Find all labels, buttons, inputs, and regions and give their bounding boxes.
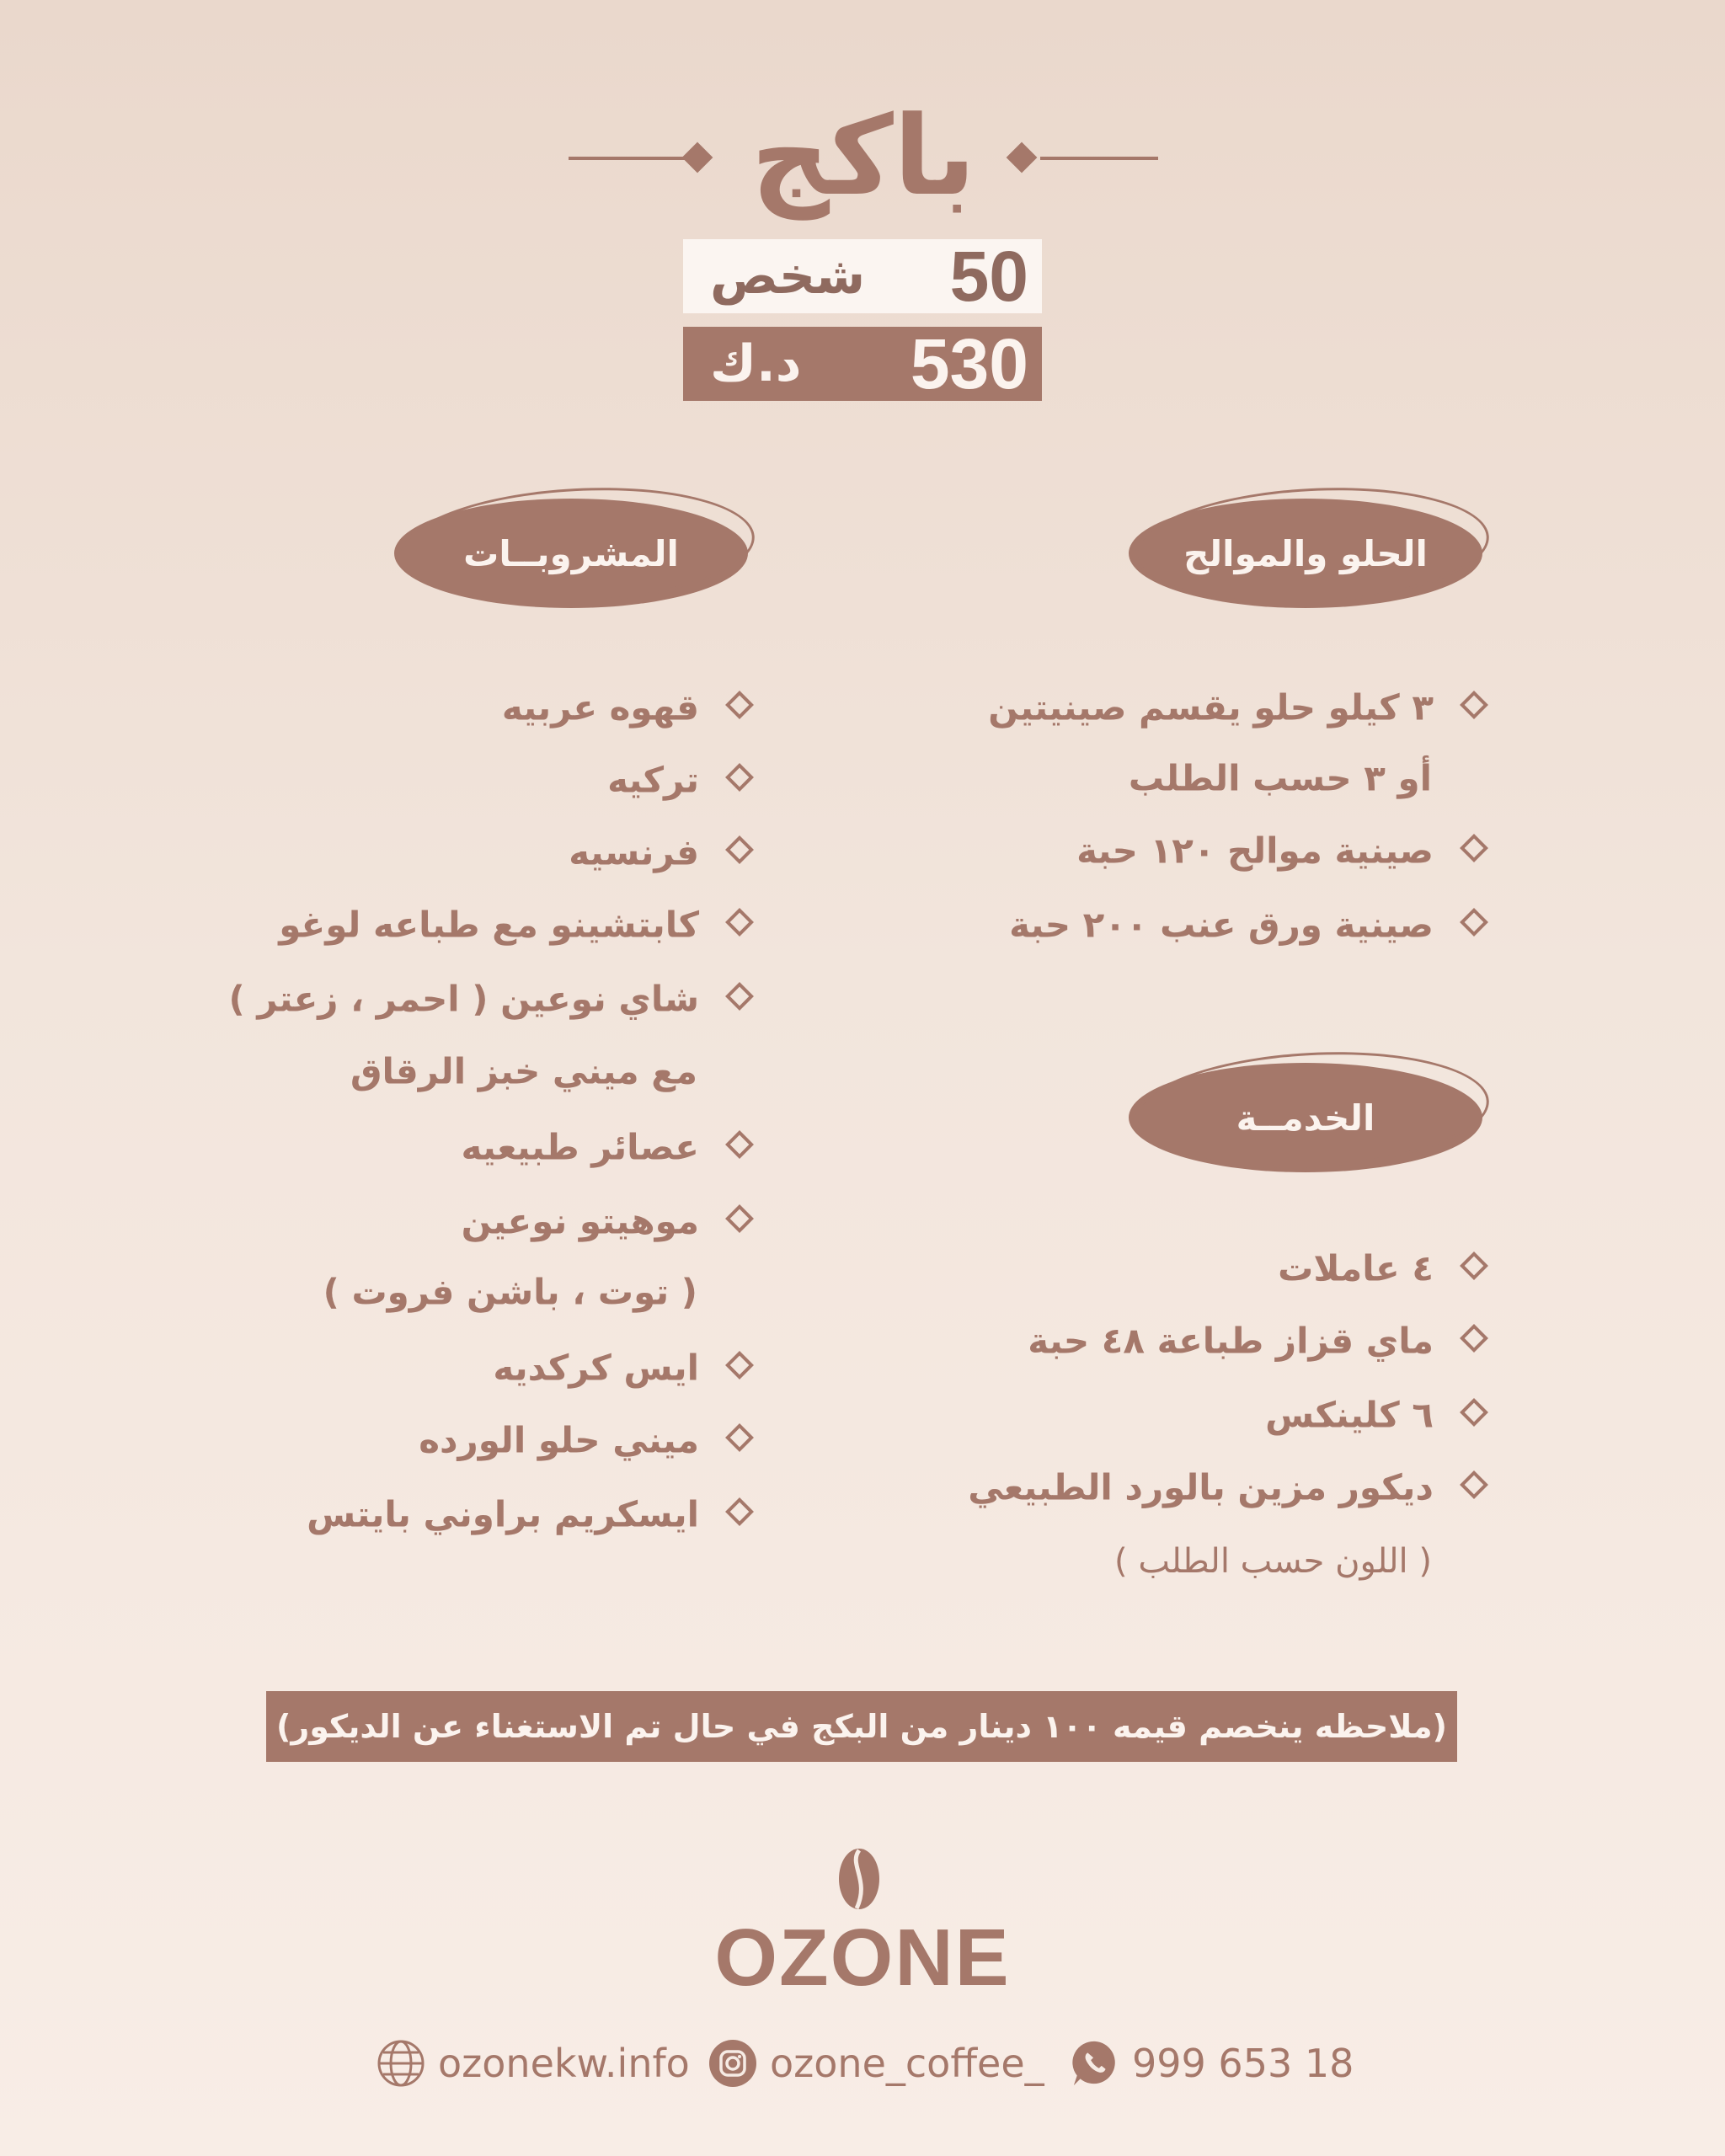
list-item: صينية ورق عنب ٢٠٠ حبة xyxy=(1009,898,1484,951)
list-item: قهوه عربيه xyxy=(502,680,750,734)
title-diamond-right xyxy=(1007,142,1038,173)
diamond-bullet-icon xyxy=(1460,1398,1488,1427)
whatsapp-icon xyxy=(1070,2038,1120,2089)
website-text[interactable]: ozonekw.info xyxy=(438,2041,690,2086)
diamond-bullet-icon xyxy=(1460,908,1488,937)
instagram-handle[interactable]: ozone_coffee_ xyxy=(770,2041,1044,2086)
brand-logo-text: OZONE xyxy=(714,1913,1011,2003)
drinks-section-header xyxy=(394,488,748,606)
list-item: ماي قزاز طباعة ٤٨ حبة xyxy=(1028,1314,1484,1367)
sweets-section-header xyxy=(1129,488,1482,606)
list-item: شاي نوعين ( احمر ، زعتر ) xyxy=(229,972,750,1025)
list-item: ميني حلو الورده xyxy=(419,1413,750,1466)
list-item: ايسكريم براوني بايتس xyxy=(307,1487,750,1540)
diamond-bullet-icon xyxy=(1460,834,1488,862)
diamond-bullet-icon xyxy=(725,908,754,937)
diamond-bullet-icon xyxy=(725,835,754,864)
coffee-bean-icon xyxy=(836,1846,882,1912)
diamond-bullet-icon xyxy=(725,1204,754,1233)
list-item: مع ميني خبز الرقاق xyxy=(350,1050,697,1092)
globe-icon xyxy=(376,2038,426,2089)
instagram-icon xyxy=(708,2038,758,2089)
list-item: موهيتو نوعين xyxy=(462,1194,750,1247)
list-item: ديكور مزين بالورد الطبيعي xyxy=(968,1460,1484,1513)
list-item: ٦ كلينكس xyxy=(1265,1388,1484,1441)
diamond-bullet-icon xyxy=(725,1351,754,1380)
diamond-bullet-icon xyxy=(725,982,754,1011)
title-divider-right xyxy=(1040,157,1158,160)
price-currency: د.ك xyxy=(710,334,802,393)
title-diamond-left xyxy=(682,142,713,173)
persons-label: شخص xyxy=(710,247,866,306)
list-item-note: ( اللون حسب الطلب ) xyxy=(1114,1542,1432,1581)
phone-number[interactable]: 999 653 18 xyxy=(1132,2041,1354,2086)
footer-contacts xyxy=(0,2031,1725,2095)
list-item: ٤ عاملات xyxy=(1278,1241,1484,1294)
diamond-bullet-icon xyxy=(1460,1470,1488,1499)
list-item: ايس كركديه xyxy=(493,1341,750,1394)
diamond-bullet-icon xyxy=(1460,1324,1488,1353)
service-section-title: الخدمــة xyxy=(1236,1097,1375,1139)
diamond-bullet-icon xyxy=(725,1423,754,1452)
instagram-contact[interactable] xyxy=(708,2031,1044,2095)
title-divider-left xyxy=(569,157,686,160)
price-box xyxy=(683,323,1042,403)
title-block xyxy=(0,93,1725,227)
diamond-bullet-icon xyxy=(725,1497,754,1526)
list-item: ( توت ، باشن فروت ) xyxy=(323,1271,697,1313)
price-number: 530 xyxy=(910,323,1028,403)
diamond-bullet-icon xyxy=(1460,1251,1488,1280)
list-item: تركيه xyxy=(607,753,750,806)
list-item: صينية موالح ١٢٠ حبة xyxy=(1076,824,1484,877)
service-section-header xyxy=(1129,1053,1482,1171)
diamond-bullet-icon xyxy=(1460,691,1488,719)
website-contact[interactable] xyxy=(376,2031,690,2095)
drinks-section-title: المشروبــات xyxy=(463,532,679,574)
list-item: كابتشينو مع طباعه لوغو xyxy=(279,898,750,951)
whatsapp-contact[interactable] xyxy=(1070,2031,1354,2095)
page-title: باكج xyxy=(750,92,976,220)
diamond-bullet-icon xyxy=(725,1130,754,1159)
diamond-bullet-icon xyxy=(725,691,754,719)
persons-box xyxy=(683,236,1042,316)
list-item: أو ٣ حسب الطلب xyxy=(1128,757,1432,799)
list-item: ٣ كيلو حلو يقسم صينيتين xyxy=(988,680,1484,734)
list-item: عصائر طبيعيه xyxy=(461,1120,750,1173)
list-item: فرنسيه xyxy=(569,825,750,878)
sweets-section-title: الحلو والموالح xyxy=(1183,532,1428,574)
diamond-bullet-icon xyxy=(725,763,754,792)
discount-note: (ملاحظه ينخصم قيمه ١٠٠ دينار من البكج في حال تم الاستغناء عن الديكور) xyxy=(266,1691,1457,1762)
persons-number: 50 xyxy=(949,236,1028,316)
